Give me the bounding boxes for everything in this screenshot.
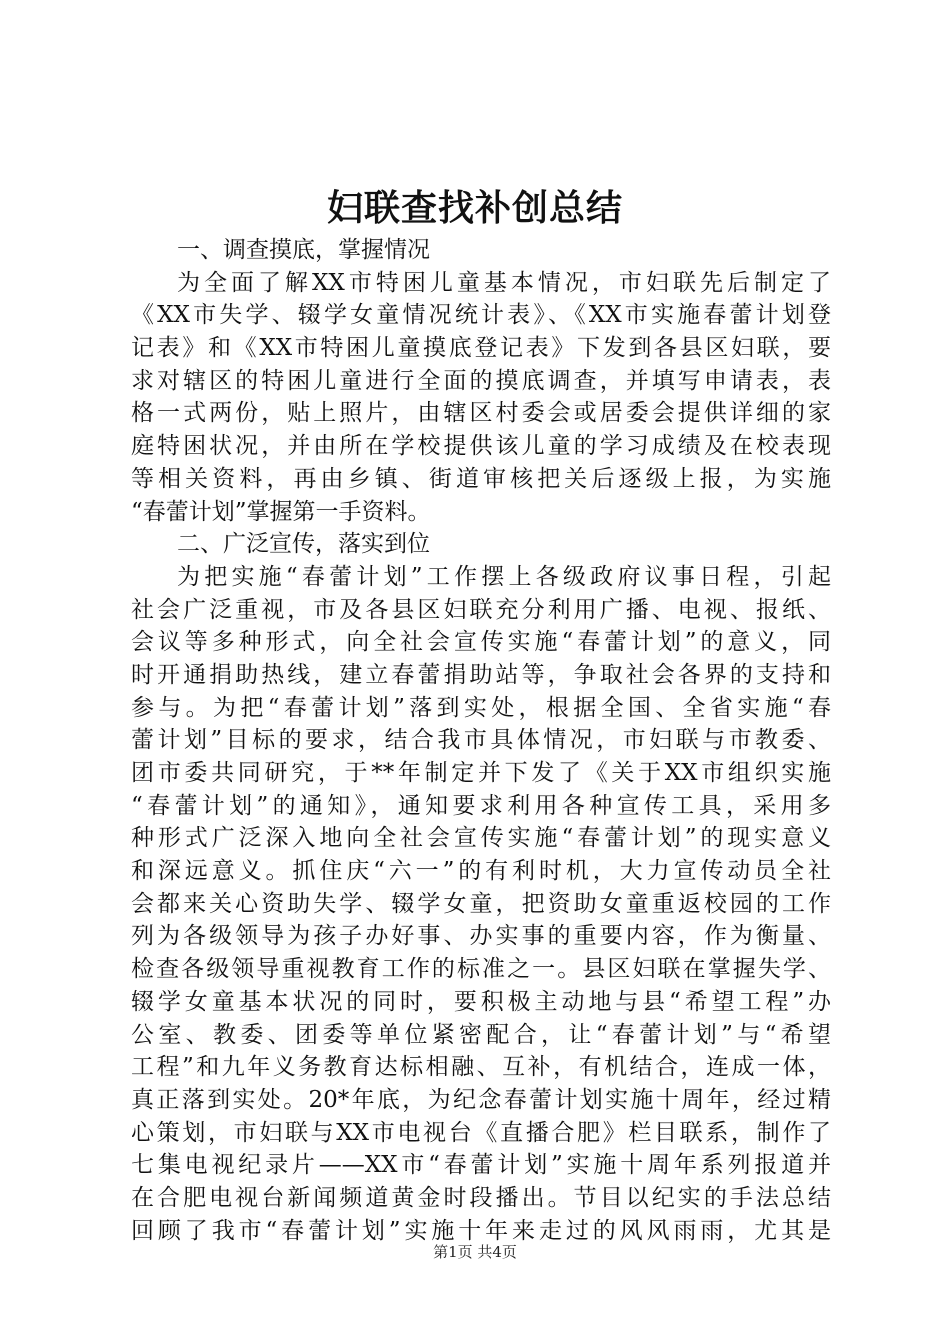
body-line: 列为各级领导为孩子办好事、办实事的重要内容，作为衡量、 — [131, 923, 831, 950]
body-line: “春蕾计划”的通知》，通知要求利用各种宣传工具，采用多 — [131, 792, 831, 819]
body-line: 团市委共同研究，于**年制定并下发了《关于XX市组织实施 — [131, 760, 831, 786]
body-line: 时开通捐助热线，建立春蕾捐助站等，争取社会各界的支持和 — [131, 661, 831, 688]
body-line: 在合肥电视台新闻频道黄金时段播出。节目以纪实的手法总结 — [131, 1184, 831, 1211]
body-line: 种形式广泛深入地向全社会宣传实施“春蕾计划”的现实意义 — [131, 825, 831, 852]
body-line: 求对辖区的特困儿童进行全面的摸底调查，并填写申请表，表 — [131, 367, 831, 394]
body-line: 为把实施“春蕾计划”工作摆上各级政府议事日程，引起 — [177, 563, 831, 590]
body-line: 七集电视纪录片——XX市“春蕾计划”实施十周年系列报道并 — [131, 1152, 831, 1179]
body-line: 为全面了解XX市特困儿童基本情况，市妇联先后制定了 — [177, 269, 831, 296]
body-line: 真正落到实处。20*年底，为纪念春蕾计划实施十周年，经过精 — [131, 1086, 831, 1113]
body-line: 会都来关心资助失学、辍学女童，把资助女童重返校园的工作 — [131, 890, 831, 917]
body-line: 回顾了我市“春蕾计划”实施十年来走过的风风雨雨，尤其是 — [131, 1217, 831, 1244]
body-line: 记表》和《XX市特困儿童摸底登记表》下发到各县区妇联，要 — [131, 335, 831, 362]
body-line: “春蕾计划”掌握第一手资料。 — [131, 498, 431, 525]
body-line: 格一式两份，贴上照片，由辖区村委会或居委会提供详细的家 — [131, 400, 831, 427]
body-line: 和深远意义。抓住庆“六一”的有利时机，大力宣传动员全社 — [131, 858, 831, 885]
document-title: 妇联查找补创总结 — [326, 187, 623, 229]
body-line: 公室、教委、团委等单位紧密配合，让“春蕾计划”与“希望 — [131, 1021, 831, 1048]
section-heading: 二、广泛宣传，落实到位 — [177, 531, 430, 558]
body-line: 蕾计划”目标的要求，结合我市具体情况，市妇联与市教委、 — [131, 727, 831, 754]
body-line: 等相关资料，再由乡镇、街道审核把关后逐级上报，为实施 — [131, 465, 831, 492]
body-line: 辍学女童基本状况的同时，要积极主动地与县“希望工程”办 — [131, 988, 831, 1015]
body-line: 社会广泛重视，市及各县区妇联充分利用广播、电视、报纸、 — [131, 596, 831, 623]
body-line: 参与。为把“春蕾计划”落到实处，根据全国、全省实施“春 — [131, 694, 831, 721]
body-line: 会议等多种形式，向全社会宣传实施“春蕾计划”的意义，同 — [131, 629, 831, 656]
page-footer: 第1页 共4页 — [433, 1243, 517, 1261]
body-line: 检查各级领导重视教育工作的标准之一。县区妇联在掌握失学、 — [131, 956, 831, 983]
body-line: 《XX市失学、辍学女童情况统计表》、《XX市实施春蕾计划登 — [131, 302, 831, 329]
body-line: 心策划，市妇联与XX市电视台《直播合肥》栏目联系，制作了 — [131, 1119, 831, 1146]
body-line: 庭特困状况，并由所在学校提供该儿童的学习成绩及在校表现 — [131, 433, 831, 460]
section-heading: 一、调查摸底，掌握情况 — [177, 237, 430, 263]
body-line: 工程”和九年义务教育达标相融、互补，有机结合，连成一体， — [131, 1054, 831, 1081]
document-body — [131, 234, 831, 1247]
